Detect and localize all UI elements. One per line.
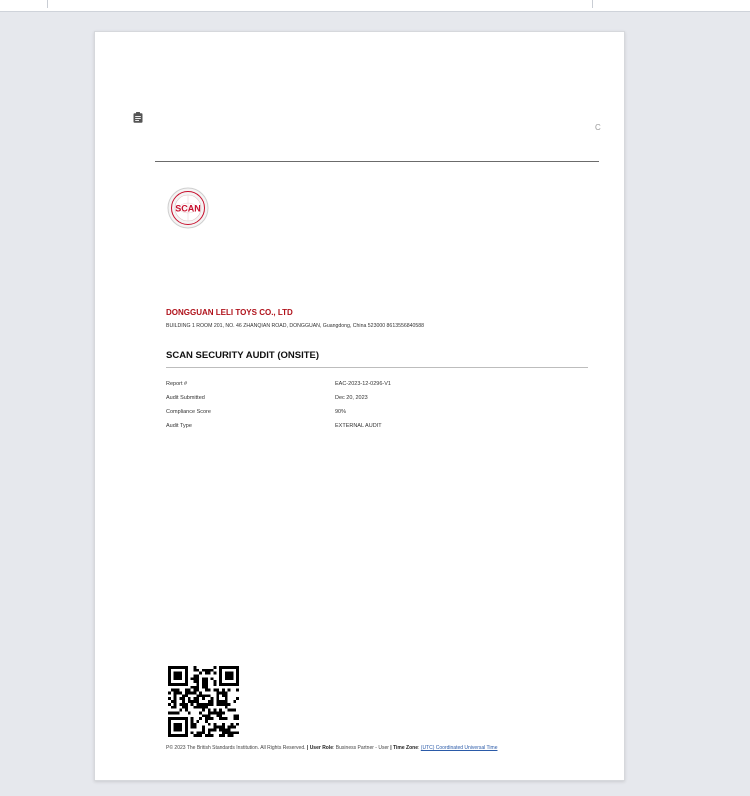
field-label-audit-submitted: Audit Submitted	[166, 395, 205, 401]
footer-role-value: : Business Partner - User	[333, 745, 391, 751]
company-address: BUILDING 1 ROOM 201, NO. 46 ZHANQIAN ROAD, DONGGUAN, Guangdong, China 523000 8613556840588	[166, 323, 425, 329]
field-label-audit-type: Audit Type	[166, 423, 192, 429]
footer-role-label: User Role	[309, 745, 334, 751]
clipboard-icon	[133, 112, 143, 123]
header-text-fragment: C	[595, 123, 601, 132]
title-divider	[166, 367, 588, 368]
footer-timezone-label: Time Zone	[393, 745, 418, 751]
field-value-audit-submitted: Dec 20, 2023	[335, 395, 368, 401]
qr-code	[166, 666, 241, 737]
company-name: DONGGUAN LELI TOYS CO., LTD	[166, 308, 293, 317]
field-value-audit-type: EXTERNAL AUDIT	[335, 423, 382, 429]
field-label-report-number: Report #	[166, 381, 188, 387]
document-page	[94, 31, 625, 781]
report-title: SCAN SECURITY AUDIT (ONSITE)	[166, 350, 320, 361]
viewer-toolbar	[0, 0, 750, 12]
footer-copyright: P© 2023 The British Standards Institution. All Rights Reserved.	[166, 745, 306, 751]
header-divider	[155, 161, 599, 162]
toolbar-divider	[47, 0, 48, 8]
footer-separator: |	[390, 745, 394, 751]
page-footer	[166, 745, 497, 751]
logo-text: SCAN	[175, 203, 201, 214]
scan-logo	[167, 187, 209, 229]
toolbar-divider	[592, 0, 593, 8]
footer-timezone-link[interactable]: (UTC) Coordinated Universal Time	[420, 745, 498, 751]
field-value-report-number: EAC-2023-12-0296-V1	[335, 381, 391, 387]
field-value-compliance-score: 90%	[335, 409, 347, 415]
field-label-compliance-score: Compliance Score	[166, 409, 211, 415]
footer-timezone-colon: :	[418, 745, 421, 751]
footer-separator: |	[305, 745, 310, 751]
